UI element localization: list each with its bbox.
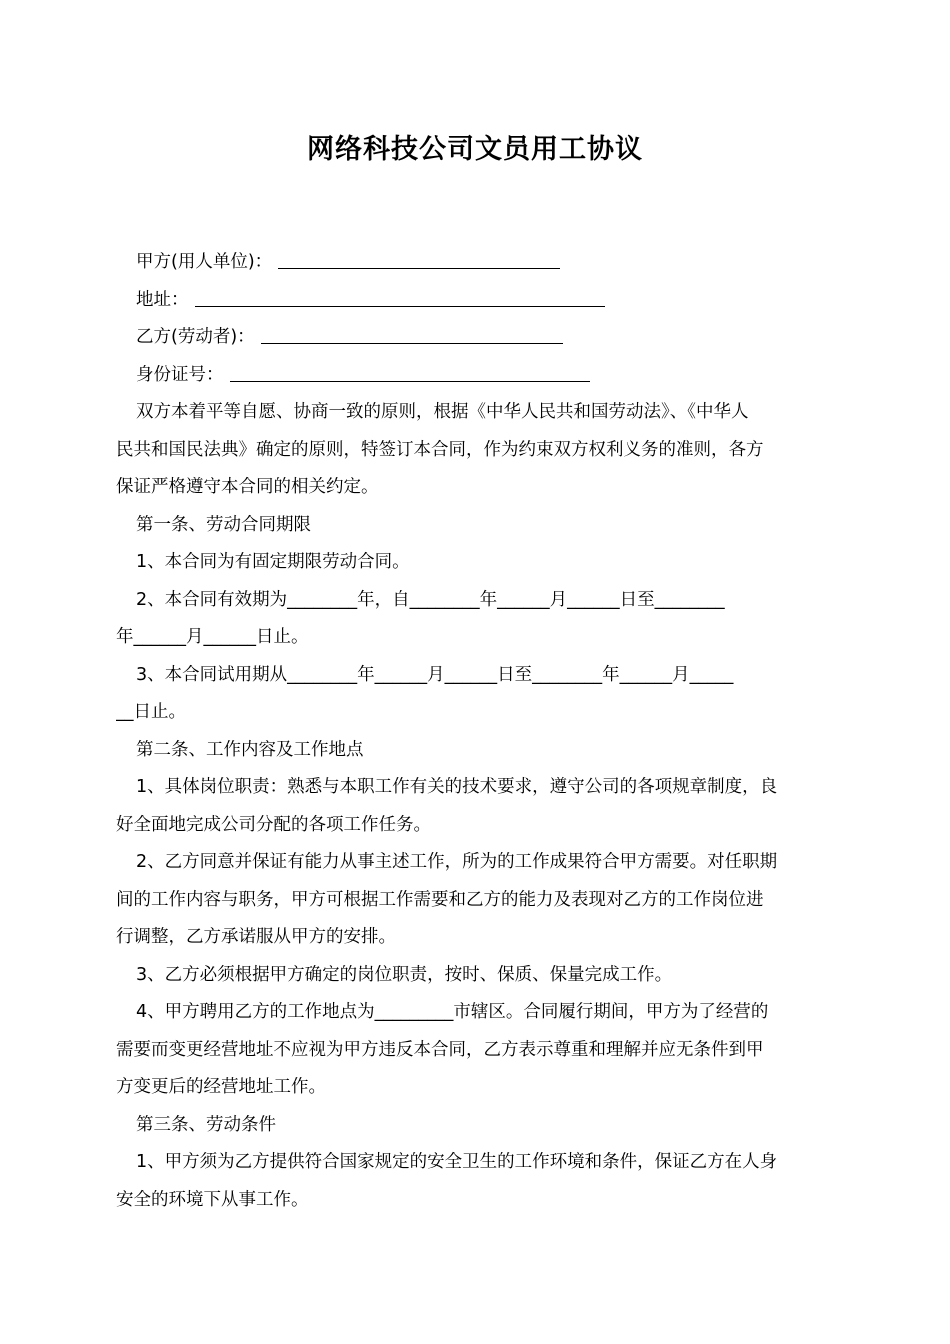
article2-item4: 4、甲方聘用乙方的工作地点为_________市辖区。合同履行期间，甲方为了经营的	[136, 1002, 769, 1022]
article1-heading: 第一条、劳动合同期限	[136, 514, 311, 535]
article2-heading: 第二条、工作内容及工作地点	[136, 739, 364, 760]
id-number-blank	[230, 380, 590, 382]
article1-item3: 3、本合同试用期从________年______月______日至________年______月_____	[136, 664, 734, 685]
address-field	[116, 282, 836, 320]
article2-item2: 2、乙方同意并保证有能力从事主述工作，所为的工作成果符合甲方需要。对任职期	[136, 852, 778, 872]
article1-item2: 2、本合同有效期为________年，自________年______月______日至________	[136, 589, 725, 610]
party-b-label: 乙方(劳动者)：	[136, 327, 255, 347]
id-number-label: 身份证号：	[136, 364, 224, 385]
party-a-field	[116, 244, 836, 282]
article2-item3: 3、乙方必须根据甲方确定的岗位职责，按时、保质、保量完成工作。	[136, 964, 673, 985]
party-b-blank	[261, 342, 563, 344]
party-a-blank	[278, 267, 560, 269]
address-label: 地址：	[136, 289, 189, 310]
id-number-field	[116, 357, 836, 395]
article2-item4-cont: 方变更后的经营地址工作。	[116, 1077, 326, 1097]
preamble-line: 保证严格遵守本合同的相关约定。	[116, 477, 379, 497]
article3-heading: 第三条、劳动条件	[136, 1114, 276, 1135]
address-blank	[195, 305, 605, 307]
preamble-line: 双方本着平等自愿、协商一致的原则，根据《中华人民共和国劳动法》、《中华人	[136, 402, 749, 422]
article2-item2-cont: 行调整，乙方承诺服从甲方的安排。	[116, 927, 396, 947]
article2-item2-cont: 间的工作内容与职务，甲方可根据工作需要和乙方的能力及表现对乙方的工作岗位进	[116, 889, 764, 910]
article1-item1: 1、本合同为有固定期限劳动合同。	[136, 552, 410, 572]
article1-item3-cont: __日止。	[116, 702, 186, 722]
article3-item1-cont: 安全的环境下从事工作。	[116, 1189, 309, 1210]
article2-item1-cont: 好全面地完成公司分配的各项工作任务。	[116, 814, 431, 835]
document-title: 网络科技公司文员用工协议	[307, 134, 643, 165]
party-a-label: 甲方(用人单位)：	[136, 252, 273, 272]
article1-item2-cont: 年______月______日止。	[116, 627, 309, 647]
article2-item4-cont: 需要而变更经营地址不应视为甲方违反本合同，乙方表示尊重和理解并应无条件到甲	[116, 1039, 764, 1060]
article2-item1: 1、具体岗位职责：熟悉与本职工作有关的技术要求，遵守公司的各项规章制度，良	[136, 777, 778, 797]
party-b-field	[116, 319, 836, 357]
document-body	[116, 244, 836, 1219]
article3-item1: 1、甲方须为乙方提供符合国家规定的安全卫生的工作环境和条件，保证乙方在人身	[136, 1152, 778, 1172]
preamble-line: 民共和国民法典》确定的原则，特签订本合同，作为约束双方权利义务的准则，各方	[116, 439, 764, 460]
